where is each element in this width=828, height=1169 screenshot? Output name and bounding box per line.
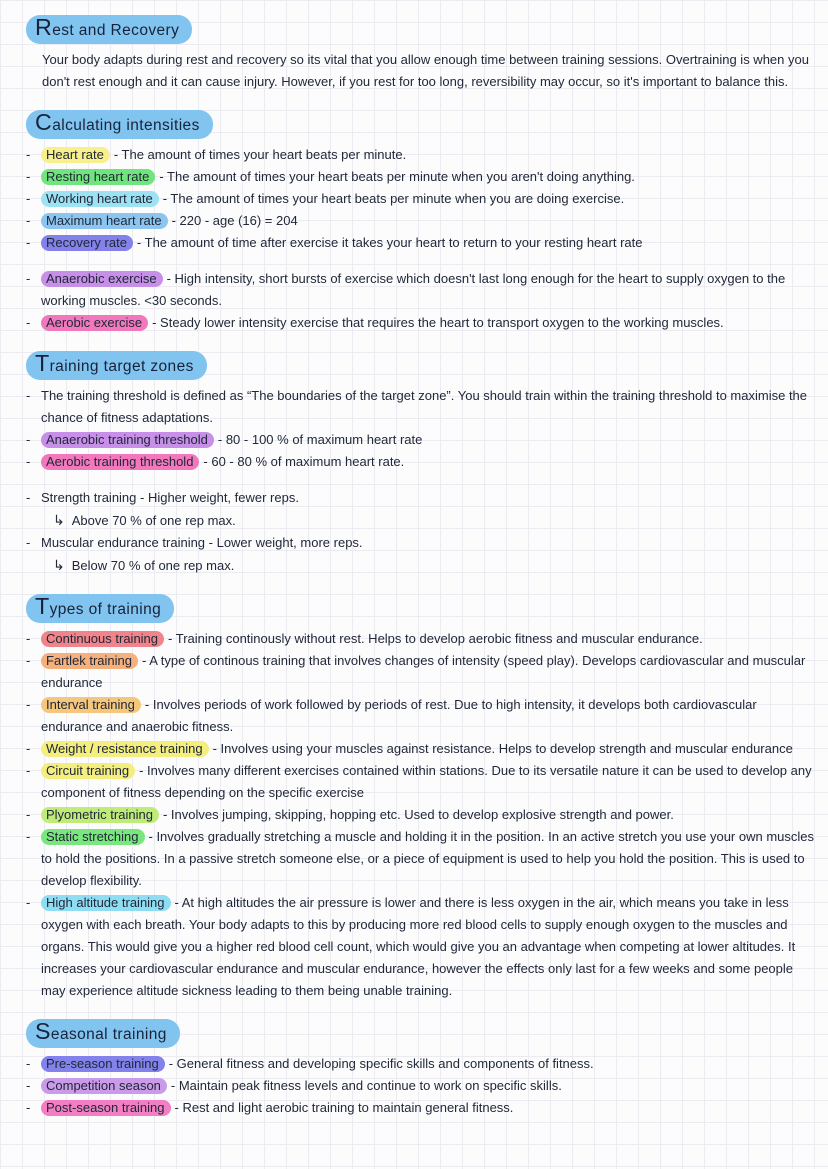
highlighted-term: Aerobic training threshold — [41, 454, 199, 470]
item-description: - Involves jumping, skipping, hopping etc. Used to develop explosive strength and power. — [162, 807, 674, 822]
highlighted-term: Weight / resistance training — [41, 741, 209, 757]
bullet-dash: - — [26, 235, 31, 250]
section-heading: Training target zones — [26, 351, 207, 380]
section-rest-and-recovery — [26, 15, 814, 93]
item-description: - Training continously without rest. Helps to develop aerobic fitness and muscular endurance. — [168, 631, 703, 646]
list-item — [26, 532, 814, 554]
highlighted-term: Continuous training — [41, 631, 164, 647]
list-item — [26, 232, 814, 254]
list-item — [26, 804, 814, 826]
bullet-dash: - — [26, 454, 31, 469]
item-text: Muscular endurance training - Lower weight, more reps. — [41, 535, 363, 550]
list-item — [26, 628, 814, 650]
heading-row — [26, 594, 814, 628]
highlighted-term: Resting heart rate — [41, 169, 155, 185]
section-heading: Rest and Recovery — [26, 15, 192, 44]
section-types-of-training — [26, 594, 814, 1002]
highlighted-term: Pre-season training — [41, 1056, 165, 1072]
bullet-dash: - — [26, 169, 31, 184]
highlighted-term: Working heart rate — [41, 191, 159, 207]
list-item — [26, 487, 814, 509]
bullet-dash: - — [26, 807, 31, 822]
return-arrow-icon: ↳ — [53, 512, 65, 528]
item-description: - 220 - age (16) = 204 — [171, 213, 298, 228]
highlighted-term: Post-season training — [41, 1100, 171, 1116]
bullet-dash: - — [26, 432, 31, 447]
list-item — [26, 385, 814, 429]
list-item — [26, 738, 814, 760]
sub-item — [26, 509, 814, 532]
bullet-dash: - — [26, 535, 31, 550]
list-item — [26, 312, 814, 334]
bullet-dash: - — [26, 271, 31, 286]
paragraph: Your body adapts during rest and recovery so its vital that you allow enough time between training sessions. Overtraining is when you don't rest enough and it can cause injury. However, if you rest for too long, reversibility may occur, so it's important to balance this. — [42, 52, 809, 89]
highlighted-term: Plyometric training — [41, 807, 159, 823]
section-heading: Seasonal training — [26, 1019, 180, 1048]
highlighted-term: Recovery rate — [41, 235, 133, 251]
bullet-dash: - — [26, 315, 31, 330]
item-description: - 80 - 100 % of maximum heart rate — [217, 432, 423, 447]
sub-item — [26, 554, 814, 577]
heading-row — [26, 110, 814, 144]
list-item — [26, 210, 814, 232]
highlighted-term: Circuit training — [41, 763, 135, 779]
list-item — [26, 1053, 814, 1075]
item-description: - At high altitudes the air pressure is lower and there is less oxygen in the air, which means you take in less oxygen with each breath. Your body adapts to this by producing more red blood cells to supply enough oxygen to the muscles and organs. This would give you a higher red blood cell count, which would give you an advantage when competing at lower altitudes. It increases your cardiovascular endurance and muscular endurance, however the effects only last for a few weeks and some people may experience altitude sickness leading to them being unable training. — [41, 895, 796, 998]
highlighted-term: Static stretching — [41, 829, 145, 845]
bullet-dash: - — [26, 763, 31, 778]
section-heading: Calculating intensities — [26, 110, 213, 139]
return-arrow-icon: ↳ — [53, 557, 65, 573]
heading-row — [26, 15, 814, 49]
item-description: - The amount of time after exercise it takes your heart to return to your resting heart rate — [136, 235, 643, 250]
item-text: Strength training - Higher weight, fewer reps. — [41, 490, 299, 505]
list-item — [26, 268, 814, 312]
bullet-dash: - — [26, 829, 31, 844]
bullet-dash: - — [26, 388, 31, 403]
list-item — [26, 694, 814, 738]
item-description: - Steady lower intensity exercise that requires the heart to transport oxygen to the working muscles. — [152, 315, 724, 330]
item-description: - Involves using your muscles against resistance. Helps to develop strength and muscular endurance — [212, 741, 793, 756]
highlighted-term: Maximum heart rate — [41, 213, 168, 229]
list-item — [26, 451, 814, 473]
heading-row — [26, 1019, 814, 1053]
highlighted-term: High altitude training — [41, 895, 171, 911]
list-item — [26, 892, 814, 1002]
list-item — [26, 650, 814, 694]
item-description: - 60 - 80 % of maximum heart rate. — [203, 454, 405, 469]
bullet-dash: - — [26, 1078, 31, 1093]
list-item — [26, 144, 814, 166]
bullet-dash: - — [26, 895, 31, 910]
item-description: - Maintain peak fitness levels and continue to work on specific skills. — [170, 1078, 562, 1093]
bullet-dash: - — [26, 1100, 31, 1115]
item-description: - Involves many different exercises contained within stations. Due to its versatile nature it can be used to develop any component of fitness depending on the specific exercise — [41, 763, 812, 800]
item-description: - General fitness and developing specific skills and components of fitness. — [168, 1056, 594, 1071]
heading-row — [26, 351, 814, 385]
list-item — [26, 166, 814, 188]
highlighted-term: Aerobic exercise — [41, 315, 148, 331]
list-item — [26, 760, 814, 804]
bullet-dash: - — [26, 191, 31, 206]
bullet-dash: - — [26, 490, 31, 505]
item-description: - Involves periods of work followed by periods of rest. Due to high intensity, it develops both cardiovascular endurance and anaerobic fitness. — [41, 697, 757, 734]
bullet-dash: - — [26, 1056, 31, 1071]
list-item — [26, 1075, 814, 1097]
highlighted-term: Fartlek training — [41, 653, 138, 669]
bullet-dash: - — [26, 741, 31, 756]
bullet-dash: - — [26, 213, 31, 228]
list-item — [26, 826, 814, 892]
item-description: - The amount of times your heart beats per minute. — [113, 147, 407, 162]
highlighted-term: Anaerobic exercise — [41, 271, 163, 287]
section-seasonal-training — [26, 1019, 814, 1119]
item-text: The training threshold is defined as “The boundaries of the target zone”. You should train within the training threshold to maximise the chance of fitness adaptations. — [41, 388, 808, 425]
section-heading: Types of training — [26, 594, 174, 623]
item-description: - The amount of times your heart beats per minute when you aren't doing anything. — [159, 169, 635, 184]
highlighted-term: Heart rate — [41, 147, 110, 163]
bullet-dash: - — [26, 147, 31, 162]
item-description: - High intensity, short bursts of exercise which doesn't last long enough for the heart to supply oxygen to the working muscles. <30 seconds. — [41, 271, 786, 308]
list-item — [26, 429, 814, 451]
bullet-dash: - — [26, 653, 31, 668]
item-description: - Involves gradually stretching a muscle and holding it in the position. In an active stretch you use your own muscles to hold the positions. In a passive stretch someone else, or a piece of equipment is used to help you hold the position. This is used to develop flexibility. — [41, 829, 815, 888]
list-item — [26, 188, 814, 210]
bullet-dash: - — [26, 631, 31, 646]
item-description: - The amount of times your heart beats per minute when you are doing exercise. — [162, 191, 625, 206]
section-calculating-intensities — [26, 110, 814, 334]
list-item — [26, 1097, 814, 1119]
sub-text: Above 70 % of one rep max. — [71, 513, 236, 528]
highlighted-term: Interval training — [41, 697, 141, 713]
item-description: - A type of continous training that involves changes of intensity (speed play). Develops cardiovascular and muscular endurance — [41, 653, 806, 690]
sub-text: Below 70 % of one rep max. — [71, 558, 235, 573]
section-training-target-zones — [26, 351, 814, 577]
highlighted-term: Anaerobic training threshold — [41, 432, 214, 448]
item-description: - Rest and light aerobic training to maintain general fitness. — [174, 1100, 514, 1115]
bullet-dash: - — [26, 697, 31, 712]
highlighted-term: Competition season — [41, 1078, 167, 1094]
